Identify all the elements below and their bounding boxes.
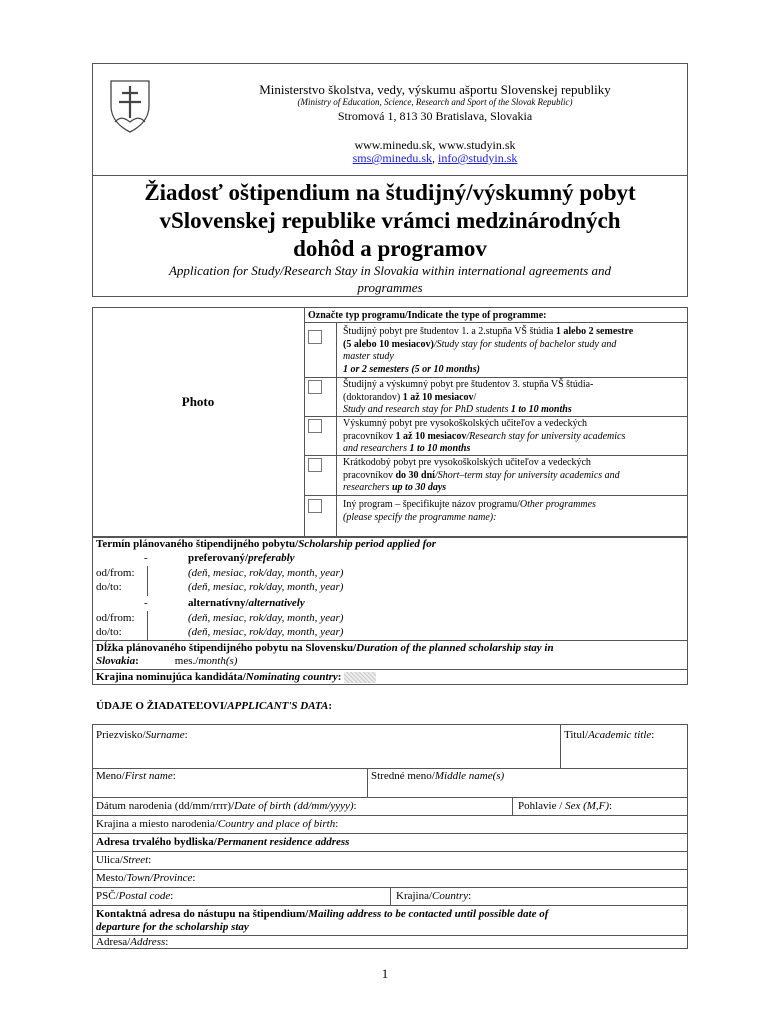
programme-option-5: Iný program – špecifikujte názov programu/Other programmes (please specify the programme name): (343, 499, 596, 523)
programme-checkbox-2[interactable] (308, 380, 322, 394)
mailing-address-heading-2: departure for the scholarship stay (96, 921, 249, 933)
programme-checkbox-3[interactable] (308, 419, 322, 433)
programme-option-3: Výskumný pobyt pre vysokoškolských učiteľov a vedeckých pracovníkov 1 až 10 mesiacov/Research stay for university academics and researchers 1 to 10 months (343, 418, 626, 454)
dash-alternative: - (144, 597, 148, 609)
programme-header: Označte typ programu/Indicate the type of programme: (308, 310, 547, 321)
ministry-name-en: (Ministry of Education, Science, Research and Sport of the Slovak Republic) (297, 97, 573, 107)
title-line-2: vSlovenskej republike vrámci medzinárodných (159, 208, 621, 233)
programme-option-2: Študijný a výskumný pobyt pre študentov 3. stupňa VŠ štúdia- (doktorandov) 1 až 10 mesiacov/ Study and research stay for PhD students 1 to 10 months (343, 379, 594, 415)
alternative-from-field[interactable]: (deň, mesiac, rok/day, month, year) (188, 612, 344, 624)
surname-field[interactable]: Priezvisko/Surname: (96, 729, 188, 741)
email-link-sms[interactable]: sms@minedu.sk (352, 151, 432, 165)
duration-field[interactable]: Slovakia: mes./month(s) (96, 655, 238, 667)
programme-option-4: Krátkodobý pobyt pre vysokoškolských učiteľov a vedeckých pracovníkov do 30 dní/Short–term stay for university academics and researchers up to 30 days (343, 457, 620, 493)
contact-emails (180, 151, 690, 165)
preferred-label: preferovaný/preferably (188, 552, 295, 564)
permanent-address-heading: Adresa trvalého bydliska/Permanent residence address (96, 836, 350, 848)
country-field[interactable]: Krajina/Country: (396, 890, 472, 902)
duration-label: Dĺžka plánovaného štipendijného pobytu na Slovensku/Duration of the planned scholarship stay in (96, 642, 554, 654)
town-field[interactable]: Mesto/Town/Province: (96, 872, 196, 884)
programme-checkbox-1[interactable] (308, 330, 322, 344)
street-field[interactable]: Ulica/Street: (96, 854, 152, 866)
subtitle-line-1: Application for Study/Research Stay in Slovakia within international agreements and (168, 263, 612, 278)
postal-code-field[interactable]: PSČ/Postal code: (96, 890, 174, 902)
sex-field[interactable]: Pohlavie / Sex (M,F): (518, 800, 613, 812)
alternative-label: alternatívny/alternatively (188, 597, 305, 609)
page-number: 1 (381, 966, 389, 981)
mailing-address-heading: Kontaktná adresa do nástupu na štipendium/Mailing address to be contacted until possible date of (96, 908, 549, 920)
alternative-from-label: od/from: (96, 612, 135, 624)
alternative-to-field[interactable]: (deň, mesiac, rok/day, month, year) (188, 626, 344, 638)
country-of-birth-field[interactable]: Krajina a miesto narodenia/Country and place of birth: (96, 818, 339, 830)
websites: www.minedu.sk, www.studyin.sk (354, 138, 516, 152)
preferred-from-label: od/from: (96, 567, 135, 579)
ministry-address: Stromová 1, 813 30 Bratislava, Slovakia (337, 109, 533, 123)
photo-placeholder[interactable]: Photo (181, 394, 215, 409)
mailing-address-field[interactable]: Adresa/Address: (96, 936, 169, 948)
nominating-country-label: Krajina nominujúca kandidáta/Nominating country: (96, 671, 376, 684)
first-name-field[interactable]: Meno/First name: (96, 770, 176, 782)
date-of-birth-field[interactable]: Dátum narodenia (dd/mm/rrrr)/Date of birth (dd/mm/yyyy): (96, 800, 357, 812)
ministry-name: Ministerstvo školstva, vedy, výskumu ašportu Slovenskej republiky (259, 82, 611, 97)
programme-checkbox-4[interactable] (308, 458, 322, 472)
preferred-from-field[interactable]: (deň, mesiac, rok/day, month, year) (188, 567, 344, 579)
dash-preferred: - (144, 552, 148, 564)
preferred-to-field[interactable]: (deň, mesiac, rok/day, month, year) (188, 581, 344, 593)
applicant-heading: ÚDAJE O ŽIADATEĽOVI/APPLICANT'S DATA: (96, 700, 333, 712)
period-heading: Termín plánovaného štipendijného pobytu/Scholarship period applied for (96, 538, 437, 550)
subtitle-line-2: programmes (357, 280, 423, 295)
title-line-1: Žiadosť oštipendium na študijný/výskumný pobyt (144, 180, 636, 205)
alternative-to-label: do/to: (96, 626, 122, 638)
coat-of-arms-icon (108, 78, 152, 134)
programme-option-1: Študijný pobyt pre študentov 1. a 2.stupňa VŠ štúdia 1 alebo 2 semestre (5 alebo 10 mesiacov)/Study stay for students of bachelor study and master study 1 or 2 semesters (5 or 10 months) (343, 326, 634, 375)
email-separator: , (432, 151, 438, 165)
middle-name-field[interactable]: Stredné meno/Middle name(s) (371, 770, 505, 782)
title-line-3: dohôd a programov (293, 236, 487, 261)
nominating-country-field[interactable] (344, 672, 376, 683)
programme-checkbox-5[interactable] (308, 499, 322, 513)
academic-title-field[interactable]: Titul/Academic title: (564, 729, 655, 741)
email-link-info[interactable]: info@studyin.sk (438, 151, 518, 165)
preferred-to-label: do/to: (96, 581, 122, 593)
